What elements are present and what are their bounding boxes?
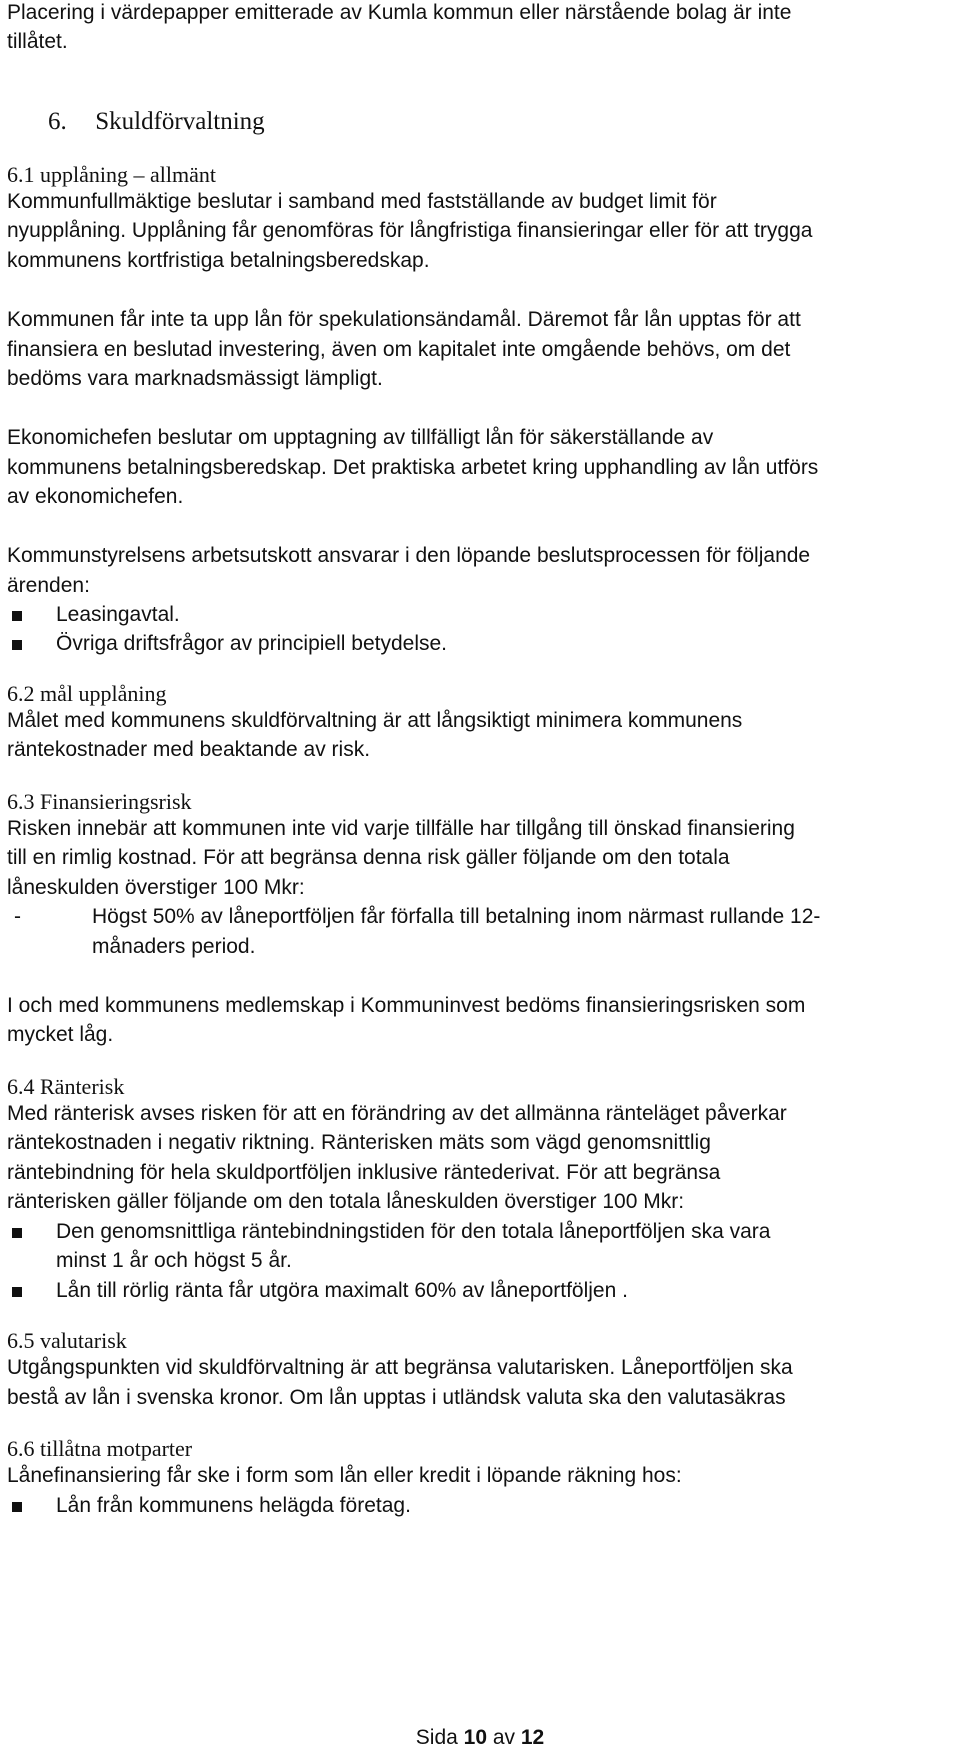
square-bullet-icon (12, 1287, 22, 1297)
section-heading-6-3: 6.3 Finansieringsrisk (7, 789, 192, 814)
footer-mid: av (492, 1726, 516, 1749)
paragraph-line: nyupplåning. Upplåning får genomföras för långfristiga finansieringar eller för att trygga (7, 219, 813, 242)
page-footer (0, 1725, 960, 1751)
paragraph-line: Kommunen får inte ta upp lån för spekulationsändamål. Däremot får lån upptas för att (7, 308, 801, 331)
paragraph-line: Med ränterisk avses risken för att en förändring av det allmänna ränteläget påverkar (7, 1102, 787, 1125)
paragraph-line: finansiera en beslutad investering, även om kapitalet inte omgående behövs, om det (7, 338, 791, 361)
chapter-number: 6. (48, 108, 67, 135)
section-heading-6-1: 6.1 upplåning – allmänt (7, 162, 216, 187)
chapter-title: Skuldförvaltning (95, 108, 265, 135)
intro-line-1: Placering i värdepapper emitterade av Kumla kommun eller närstående bolag är inte (7, 1, 792, 24)
paragraph-line: Utgångspunkten vid skuldförvaltning är att begränsa valutarisken. Låneportföljen ska (7, 1356, 793, 1379)
paragraph-line: kommunens betalningsberedskap. Det praktiska arbetet kring upphandling av lån utförs (7, 456, 819, 479)
paragraph-line: låneskulden överstiger 100 Mkr: (7, 876, 305, 899)
list-item: Lån till rörlig ränta får utgöra maximalt 60% av låneportföljen . (56, 1279, 628, 1302)
paragraph-line: räntekostnaden i negativ riktning. Ränterisken mäts som vägd genomsnittlig (7, 1131, 711, 1154)
square-bullet-icon (12, 1502, 22, 1512)
paragraph-line: kommunens kortfristiga betalningsberedskap. (7, 249, 430, 272)
paragraph-line: bestå av lån i svenska kronor. Om lån upptas i utländsk valuta ska den valutasäkras (7, 1386, 786, 1409)
footer-page-number: 10 (463, 1726, 487, 1749)
section-heading-6-4: 6.4 Ränterisk (7, 1074, 125, 1099)
list-item: Övriga driftsfrågor av principiell betydelse. (56, 632, 448, 655)
section-heading-6-6: 6.6 tillåtna motparter (7, 1436, 193, 1461)
square-bullet-icon (12, 1228, 22, 1238)
paragraph-line: av ekonomichefen. (7, 485, 184, 508)
paragraph-line: mycket låg. (7, 1023, 114, 1046)
paragraph-line: Kommunfullmäktige beslutar i samband med fastställande av budget limit för (7, 190, 717, 213)
paragraph-line: Lånefinansiering får ske i form som lån eller kredit i löpande räkning hos: (7, 1464, 682, 1487)
list-item: månaders period. (92, 935, 256, 958)
list-item: Högst 50% av låneportföljen får förfalla till betalning inom närmast rullande 12- (92, 905, 821, 928)
paragraph-line: räntebindning för hela skuldportföljen inklusive räntederivat. För att begränsa (7, 1161, 721, 1184)
list-item: Lån från kommunens helägda företag. (56, 1494, 411, 1517)
paragraph-line: Ekonomichefen beslutar om upptagning av tillfälligt lån för säkerställande av (7, 426, 714, 449)
intro-line-2: tillåtet. (7, 30, 68, 53)
section-heading-6-2: 6.2 mål upplåning (7, 681, 167, 706)
list-item: Leasingavtal. (56, 603, 180, 626)
paragraph-line: Kommunstyrelsens arbetsutskott ansvarar i den löpande beslutsprocessen för följande (7, 544, 811, 567)
section-heading-6-5: 6.5 valutarisk (7, 1328, 127, 1353)
footer-page-total: 12 (520, 1726, 545, 1749)
paragraph-line: I och med kommunens medlemskap i Kommuninvest bedöms finansieringsrisken som (7, 994, 806, 1017)
square-bullet-icon (12, 640, 22, 650)
paragraph-line: Målet med kommunens skuldförvaltning är att långsiktigt minimera kommunens (7, 709, 743, 732)
list-item: Den genomsnittliga räntebindningstiden för den totala låneportföljen ska vara (56, 1220, 771, 1243)
footer-prefix: Sida (415, 1726, 458, 1749)
paragraph-line: ärenden: (7, 574, 90, 597)
paragraph-line: ränterisken gäller följande om den totala låneskulden överstiger 100 Mkr: (7, 1190, 685, 1213)
paragraph-line: bedöms vara marknadsmässigt lämpligt. (7, 367, 383, 390)
square-bullet-icon (12, 611, 22, 621)
paragraph-line: till en rimlig kostnad. För att begränsa denna risk gäller följande om den totala (7, 846, 730, 869)
list-item: minst 1 år och högst 5 år. (56, 1249, 292, 1272)
paragraph-line: Risken innebär att kommunen inte vid varje tillfälle har tillgång till önskad finansiering (7, 817, 795, 840)
chapter-heading (48, 109, 265, 135)
dash-bullet: - (14, 905, 21, 928)
paragraph-line: räntekostnader med beaktande av risk. (7, 738, 371, 761)
